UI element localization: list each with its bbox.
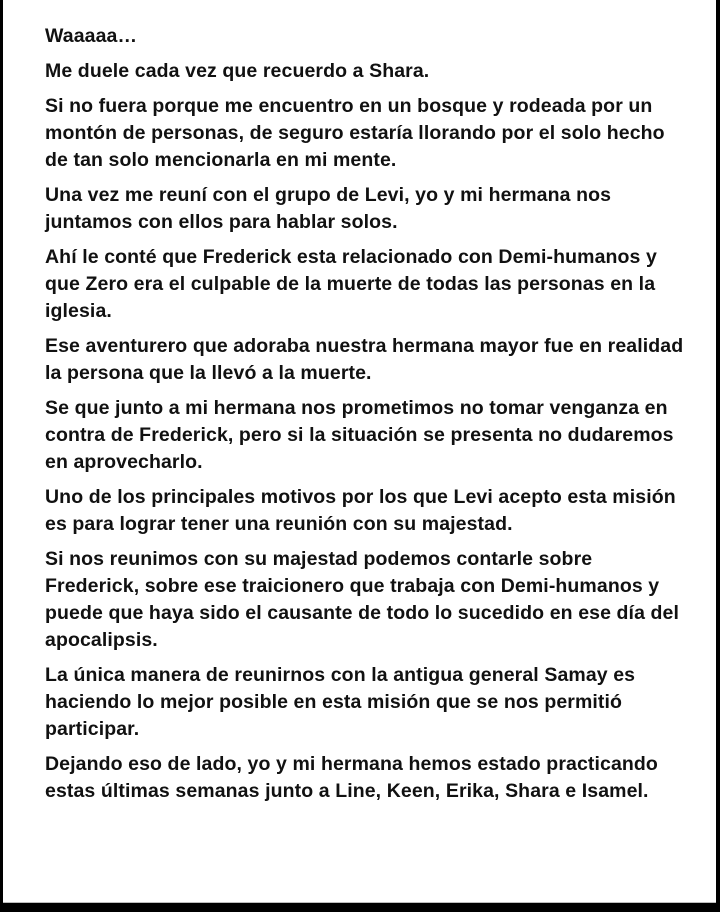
document-body: [45, 2, 685, 813]
document-page: [3, 0, 716, 903]
paragraph-8: Uno de los principales motivos por los que Levi acepto esta misión es para lograr tener una reunión con su majestad.: [45, 486, 676, 535]
paragraph-11: Dejando eso de lado, yo y mi hermana hemos estado practicando estas últimas semanas junto a Line, Keen, Erika, Shara e Isamel.: [45, 753, 658, 802]
paragraph-6: Ese aventurero que adoraba nuestra hermana mayor fue en realidad la persona que la llevó a la muerte.: [45, 335, 684, 384]
paragraph-9: Si nos reunimos con su majestad podemos contarle sobre Frederick, sobre ese traicionero que trabaja con Demi-humanos y puede que haya sido el causante de todo lo sucedido en ese día del apocalipsis.: [45, 548, 680, 651]
paragraph-3: Si no fuera porque me encuentro en un bosque y rodeada por un montón de personas, de seguro estaría llorando por el solo hecho de tan solo mencionarla en mi mente.: [45, 95, 665, 171]
paragraph-2: Me duele cada vez que recuerdo a Shara.: [45, 60, 430, 82]
paragraph-7: Se que junto a mi hermana nos prometimos no tomar venganza en contra de Frederick, pero si la situación se presenta no dudaremos en aprovecharlo.: [45, 397, 674, 473]
paragraph-4: Una vez me reuní con el grupo de Levi, yo y mi hermana nos juntamos con ellos para hablar solos.: [45, 184, 612, 233]
paragraph-1: Waaaaa…: [45, 25, 138, 47]
paragraph-10: La única manera de reunirnos con la antigua general Samay es haciendo lo mejor posible en esta misión que se nos permitió participar.: [45, 664, 636, 740]
paragraph-5: Ahí le conté que Frederick esta relacionado con Demi-humanos y que Zero era el culpable de la muerte de todas las personas en la iglesia.: [45, 246, 657, 322]
